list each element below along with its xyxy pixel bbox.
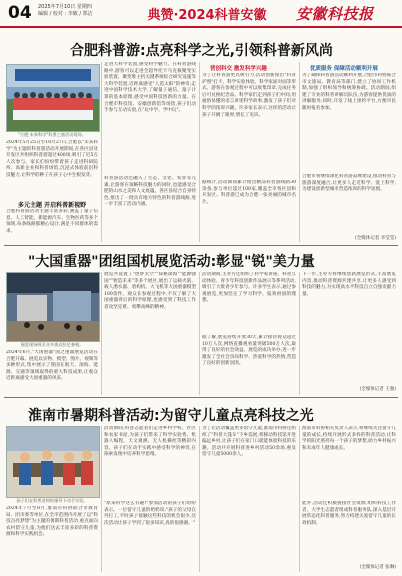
article3-text2: 活动期间,科普志愿者们走进乡村学校、社区和农家书屋,为孩子们带来了科学实验秀、机器人编程、天文观测、无人机操控等精彩内容。孩子们在动手实践中感受科学的神奇,在探索发现中培养科学思维。 bbox=[104, 426, 196, 458]
article1-col2-text2: 科普游活动还融入了生态、文化、农业等元素,让游客在领略科技魅力的同时,也能感受合肥的山水之美和人文底蕴。各区县结合自身特色,推出了一批具有地方特色的科普游线路,进一步丰富了活动内涵。 bbox=[104, 176, 196, 208]
date-line bbox=[38, 4, 93, 18]
column-divider bbox=[299, 272, 300, 395]
article3-text4: 为了让活动覆盖更多留守儿童,淮南市科协还组织了"科普大篷车"下乡巡展,将移动科技馆开进偏远乡村,让孩子们在家门口就能体验科技的乐趣。活动共开展科普进乡村活动50余场,惠及留守儿童5000余人。 bbox=[202, 426, 296, 458]
section-rule bbox=[4, 245, 398, 246]
article2-text5: 下一步,主办方将继续创新展览形式,丰富展览内容,推动科普资源共建共享,让更多人感受到科技的魅力,为实现高水平科技自立自强贡献力量。 bbox=[302, 272, 396, 297]
column-divider bbox=[299, 62, 300, 242]
article3-text6: 此外,活动还积极链接社会资源,组织科技工作者、大学生志愿者组成科普服务队,深入基层开展常态化科普服务,努力构建关爱留守儿童的长效机制。 bbox=[302, 501, 396, 526]
column-divider bbox=[101, 426, 102, 572]
article1-col1-text2: 合肥科普游活动主题丰富多彩,涵盖了量子信息、人工智能、新能源汽车、生物医药等多个领域,每条线路都精心设计,满足不同群体的需求。 bbox=[6, 209, 98, 234]
article1-col4-text2: 合肥市将继续深化科普游品牌建设,推动科普与旅游深度融合,让更多人走近科学、爱上科学,为建设创新型城市营造浓厚的科学氛围。 bbox=[302, 174, 396, 193]
article1-col3-kicker: 营创科交 激发科学兴趣 bbox=[210, 66, 267, 72]
article3-text5: 淮南市科协相关负责人表示,将继续关注留守儿童的成长,持续开展形式多样的科普活动,让科学的阳光照亮每一个孩子的梦想,助力乡村振兴和未成年人健康成长。 bbox=[302, 426, 396, 451]
exhibition-photo-image bbox=[7, 273, 99, 341]
article2-credit: (全媒体记者 王强) bbox=[359, 387, 396, 392]
article1-headline: 合肥科普游:点亮科学之光,引领科普新风尚 bbox=[70, 43, 333, 59]
newspaper-logo: 安徽科技报 bbox=[296, 5, 374, 23]
article2-text4: 据了解,展览持续开放30天,累计接待观众超过10万人次,网络直播观看量突破500万人次,取得了良好的社会效益。展览的成功举办,进一步激发了全社会崇尚科学、热爱科学的热情,营造了良好的创新氛围。 bbox=[202, 335, 296, 367]
article3-photo bbox=[6, 426, 100, 498]
article1-col1-subhead: 多元主题 开启科普新视野 bbox=[18, 202, 87, 209]
column-divider bbox=[101, 62, 102, 242]
article2-text1: 2024年6月,"大国重器"国之重器展览活动在合肥开幕。展览以实物、模型、图片、视频等多种形式,集中展示了我国在航天、深海、能源、交通等领域取得的重大科技成果,让观众近距离感受大国重器的风采。 bbox=[6, 350, 98, 382]
group-photo-image bbox=[7, 65, 99, 131]
column-divider bbox=[299, 426, 300, 572]
column-divider bbox=[199, 62, 200, 242]
article1-col2-text: 走进大科学装置,感受科学魅力。在科普游线路中,游客可以走进全超导托卡马克核聚变实验装置、聚变堆主机关键系统综合研究设施等大科学装置,近距离感受"人造太阳"的神奇;走进中国科学技术大学,了解量子通信、量子计算的基本原理,感受中国科技创新的力量。在合肥市科技馆、安徽创新馆等场馆,孩子们动手参与互动实验,在"玩中学、学中玩"。 bbox=[104, 62, 196, 114]
column-divider bbox=[199, 272, 200, 395]
article1-col4-text: 为了确保科普游活动顺利开展,合肥市科协联合市文旅局、教育局等部门,建立了协同工作机制,加强了组织领导和统筹协调。活动期间,组建了专业的科普讲解员队伍,为游客提供优质的讲解服务;同时,开发了线上预约平台,方便市民随时报名参加。 bbox=[302, 73, 396, 111]
article2-headline: "大国重器"团组国机展览活动:彰显"锐"美力量 bbox=[28, 254, 315, 270]
editor-line: 编辑 / 校对 : 李敏 / 郑洁 bbox=[38, 11, 93, 17]
children-photo-image bbox=[7, 427, 99, 497]
section-title: 典赞·2024科普安徽 bbox=[147, 8, 267, 23]
page-number: 04 bbox=[8, 3, 32, 23]
article2-photo-caption: 展览现场吸引众多观众驻足参观。 bbox=[20, 342, 84, 347]
article1-col3-text2: 据统计,活动期间累计推出精品科普游线路30余条,参与单位超过100家,覆盖全市各区县和开发区。科普游已成为合肥一张亮丽的城市名片。 bbox=[202, 180, 296, 205]
article1-credit: (全媒体记者 李莹莹) bbox=[355, 236, 396, 241]
section-rule bbox=[4, 397, 398, 398]
article2-text2: 展览共设置了"逐梦太空""探秘深海""能源强国""智造未来"等多个展区,展出了运载火箭、载人潜水器、盾构机、大飞机等大国重器模型100余件。观众在参观过程中,不仅了解了大国重器背后的科学原理,也感受到了科技工作者攻坚克难、勇攀高峰的精神。 bbox=[104, 272, 196, 310]
column-divider bbox=[101, 272, 102, 395]
article1-col1-text: 2024年5月25日至10月27日,合肥以"未来科学"为主题的科普游活动开展期间,在各区县及开发区共组织科普游超过400场,吸引了近5万人次参与。家长们纷纷带着孩子走进科研院所、高新企业和科普场馆,沉浸式体验前沿科技魅力,让科学的种子在孩子心中生根发芽。 bbox=[6, 140, 98, 178]
issue-date: 2025年7月10日 星期四 bbox=[38, 4, 92, 10]
article1-photo-caption: "合肥·未来科学"科普之旅活动现场。 bbox=[18, 132, 86, 137]
article3-headline: 淮南市暑期科普活动:为留守儿童点亮科技之光 bbox=[28, 408, 314, 424]
article1-col4-kicker: 优质服务 保障活动顺利开展 bbox=[310, 66, 378, 72]
article2-photo bbox=[6, 272, 100, 342]
article3-credit: (全媒体记者 张琳) bbox=[359, 565, 396, 570]
article3-photo-caption: 孩子们在科普老师的指导下动手实验。 bbox=[16, 498, 88, 503]
article1-photo bbox=[6, 64, 100, 132]
article3-text3: "原来科学这么有趣!"参加活动的孩子们纷纷表示。一位留守儿童的奶奶说:"孩子的父母在外打工,平时孩子接触这些科技的机会很少,这次活动让孩子学到了很多知识,真的很感谢。" bbox=[104, 501, 196, 526]
article1-col3-text: 为了让科普游更具吸引力,活动创新推出"科普护照"打卡、科学实验体验、科学家面对面等形式。游客在参观过程中可以收集印章,完成任务后可兑换纪念品。科学家们走到孩子们中间,用通俗易懂的语言讲述科学故事,激发了孩子们对科学的浓厚兴趣。许多家长表示,这样的活动让孩子开阔了眼界,增长了见识。 bbox=[202, 73, 296, 118]
column-divider bbox=[199, 426, 200, 572]
article2-text3: 活动期间,主办方还组织了科学家讲座、科普互动体验、青少年科技创新作品展示等系列活动,吸引了大批青少年参与。许多学生表示,通过参观展览,更加坚定了学习科学、报效祖国的理想。 bbox=[202, 272, 296, 304]
article3-text1: 2024年7月至8月,淮南市科协联合市教育局、团市委等单位,在全市范围内开展了以"科技点亮梦想"为主题的暑期科普活动,重点面向农村留守儿童,为他们送去丰富多彩的科普资源和科学实践机会。 bbox=[6, 506, 98, 538]
